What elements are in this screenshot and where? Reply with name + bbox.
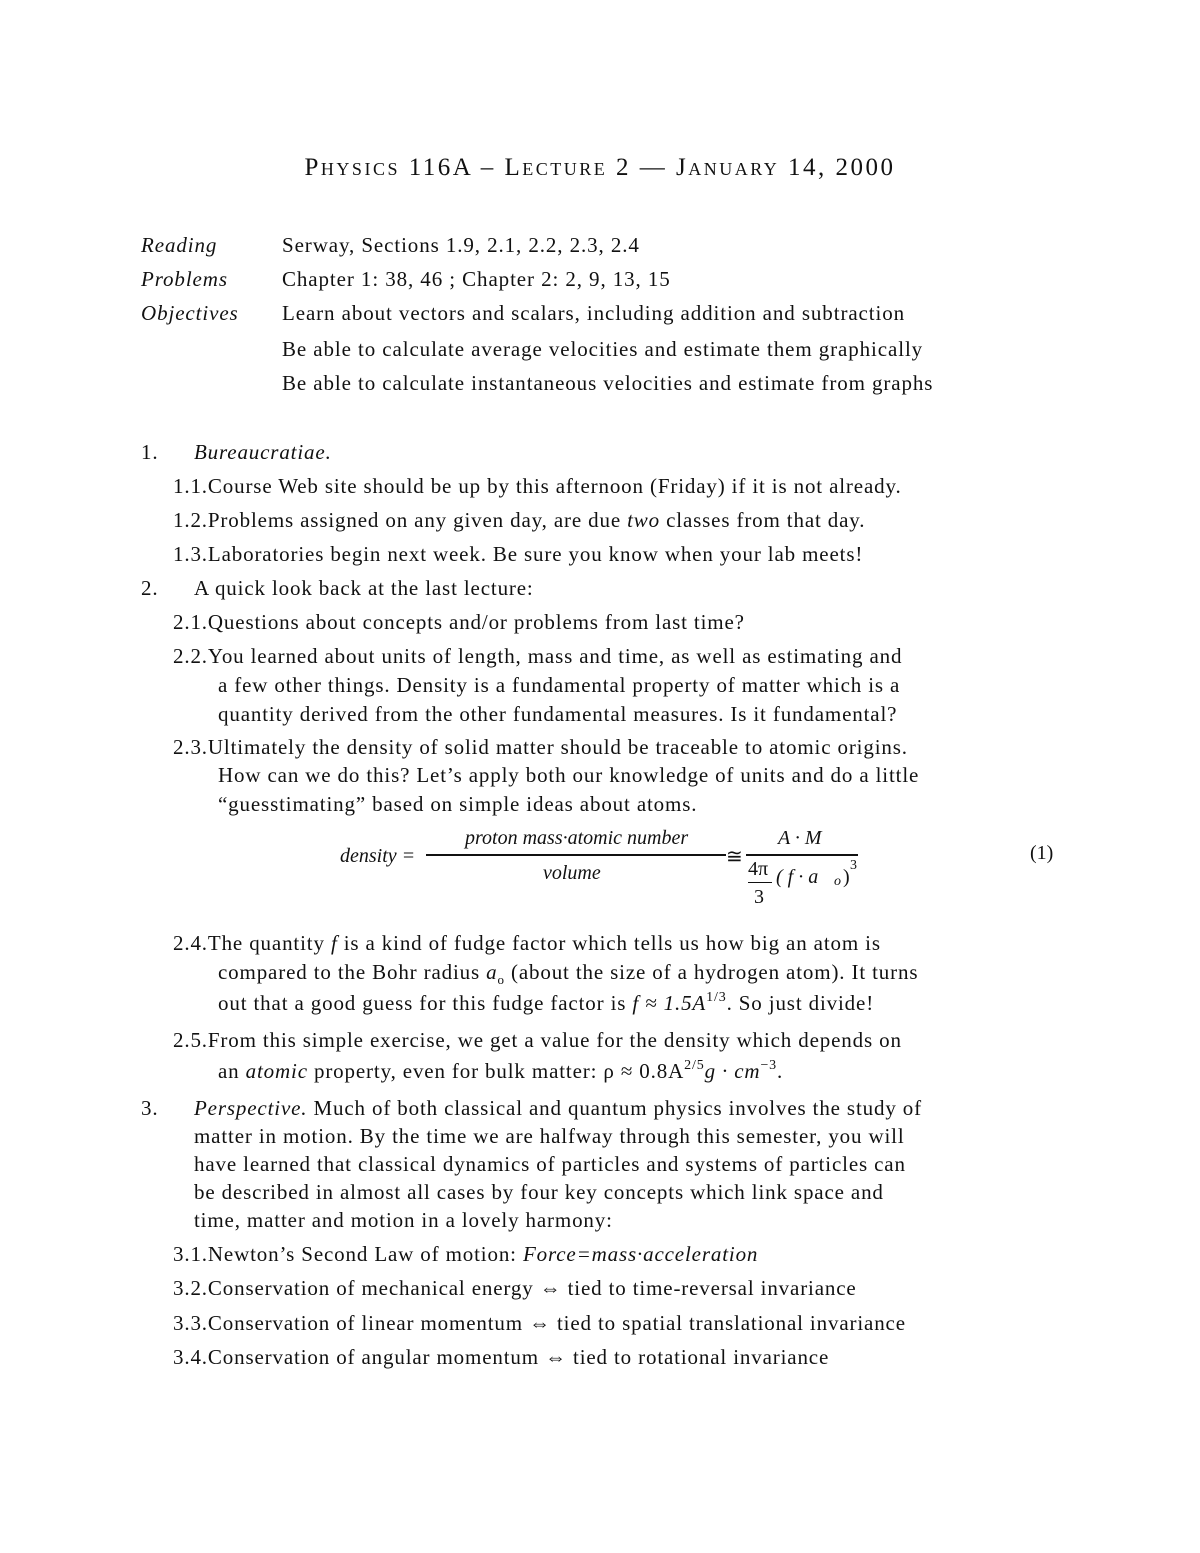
item-number: 2.2. [173, 644, 208, 668]
section-3-line-4: be described in almost all cases by four key concepts which link space and [194, 1180, 884, 1204]
density-equation [340, 820, 1060, 910]
item-2-3 [173, 735, 908, 760]
section-3-line-2: matter in motion. By the time we are halfway through this semester, you will [194, 1124, 905, 1148]
density-units: g · cm [704, 1059, 761, 1083]
three: 3 [754, 886, 764, 908]
item-emphasis: atomic [245, 1059, 308, 1083]
item-text: . [777, 1059, 784, 1083]
item-emphasis: Force=mass·acceleration [522, 1242, 759, 1266]
item-3-4 [173, 1345, 829, 1370]
item-text: is a kind of fudge factor which tells us how big an atom is [337, 931, 881, 955]
section-number: 3. [141, 1096, 159, 1120]
item-number: 1.2. [173, 508, 208, 532]
item-text: Laboratories begin next week. Be sure you know when your lab meets! [207, 542, 864, 566]
exponent: 2/5 [684, 1058, 705, 1073]
fudge-formula: f ≈ 1.5A [632, 991, 707, 1015]
item-2-3-line-3: “guesstimating” based on simple ideas about atoms. [218, 792, 698, 816]
item-text: out that a good guess for this fudge factor is [218, 991, 633, 1015]
section-text [194, 1096, 922, 1121]
item-3-2 [173, 1276, 857, 1301]
item-text: Conservation of angular momentum ⇔ tied to rotational invariance [207, 1345, 830, 1369]
equation-denominator: volume [543, 862, 601, 884]
item-2-4-line-2 [218, 960, 918, 988]
item-emphasis: two [627, 508, 661, 532]
paren-term: ( f · a [776, 866, 819, 888]
section-title: A quick look back at the last lecture: [194, 576, 534, 600]
meta-value: Be able to calculate average velocities and estimate them graphically [282, 337, 924, 361]
item-text: an [218, 1059, 246, 1083]
section-title: Bureaucratiae. [194, 440, 332, 464]
meta-value: Chapter 1: 38, 46 ; Chapter 2: 2, 9, 13, 15 [282, 267, 671, 291]
variable-a: a [486, 960, 498, 984]
section-1 [141, 440, 332, 465]
section-3-line-5: time, matter and motion in a lovely harmony: [194, 1208, 613, 1232]
density-formula: ρ ≈ 0.8A [603, 1059, 685, 1083]
small-fraction-bar [748, 882, 772, 883]
item-text: classes from that day. [660, 508, 866, 532]
exponent: −3 [760, 1058, 778, 1073]
item-2-2 [173, 644, 902, 669]
item-number: 2.4. [173, 931, 208, 955]
equation-lhs: density = [340, 845, 416, 867]
item-2-4 [173, 931, 881, 956]
item-1-3 [173, 542, 863, 567]
fraction-bar-2 [746, 854, 858, 856]
section-title: Perspective. [194, 1096, 308, 1120]
item-text: . So just divide! [726, 991, 875, 1015]
item-3-3 [173, 1311, 906, 1336]
item-text: Course Web site should be up by this afternoon (Friday) if it is not already. [207, 474, 902, 498]
meta-label: Problems [141, 267, 228, 291]
paren-close: ) [843, 866, 850, 888]
section-number: 2. [141, 576, 159, 600]
page-title: Physics 116A – Lecture 2 — January 14, 2000 [304, 154, 896, 181]
section-number: 1. [141, 440, 159, 464]
item-number: 2.3. [173, 735, 208, 759]
equation-numerator-2: A · M [778, 827, 822, 849]
variable-f: f [330, 931, 338, 955]
cube-exponent: 3 [850, 858, 857, 873]
approx-symbol: ≅ [726, 846, 743, 868]
meta-value: Serway, Sections 1.9, 2.1, 2.2, 2.3, 2.4 [282, 233, 640, 257]
item-text: Much of both classical and quantum physics involves the study of [307, 1096, 922, 1120]
equation-number: (1) [1030, 842, 1054, 864]
fraction-bar [426, 854, 726, 856]
item-number: 2.5. [173, 1028, 208, 1052]
equation-numerator: proton mass·atomic number [465, 827, 689, 849]
item-text: (about the size of a hydrogen atom). It turns [504, 960, 919, 984]
section-3-line-3: have learned that classical dynamics of particles and systems of particles can [194, 1152, 906, 1176]
meta-value: Learn about vectors and scalars, including addition and subtraction [282, 301, 906, 325]
item-number: 1.1. [173, 474, 208, 498]
item-text: Ultimately the density of solid matter should be traceable to atomic origins. [207, 735, 908, 759]
item-2-5 [173, 1028, 902, 1053]
item-1-1 [173, 474, 902, 499]
meta-value: Be able to calculate instantaneous velocities and estimate from graphs [282, 371, 934, 395]
item-number: 3.4. [173, 1345, 208, 1369]
section-2 [141, 576, 534, 601]
subscript-o: o [497, 972, 505, 988]
section-3 [141, 1096, 922, 1121]
four-pi: 4π [748, 858, 769, 880]
meta-label: Objectives [141, 301, 239, 325]
item-number: 1.3. [173, 542, 208, 566]
item-3-1 [173, 1242, 758, 1267]
item-1-2 [173, 508, 865, 533]
item-number: 3.2. [173, 1276, 208, 1300]
item-text: From this simple exercise, we get a value for the density which depends on [207, 1028, 902, 1052]
item-2-2-line-2: a few other things. Density is a fundamental property of matter which is a [218, 673, 901, 697]
item-number: 3.1. [173, 1242, 208, 1266]
item-text: The quantity [207, 931, 331, 955]
subscript-o: o [834, 874, 841, 889]
item-text: property, even for bulk matter: [307, 1059, 604, 1083]
item-2-1 [173, 610, 745, 635]
item-text: Problems assigned on any given day, are due [207, 508, 628, 532]
item-text: compared to the Bohr radius [218, 960, 487, 984]
meta-label: Reading [141, 233, 218, 257]
item-text: Conservation of mechanical energy ⇔ tied to time-reversal invariance [207, 1276, 857, 1300]
item-number: 3.3. [173, 1311, 208, 1335]
item-text: You learned about units of length, mass and time, as well as estimating and [207, 644, 903, 668]
item-number: 2.1. [173, 610, 208, 634]
item-text: Questions about concepts and/or problems from last time? [207, 610, 745, 634]
exponent: 1/3 [706, 990, 727, 1005]
item-2-2-line-3: quantity derived from the other fundamental measures. Is it fundamental? [218, 702, 898, 726]
item-text: Newton’s Second Law of motion: [207, 1242, 523, 1266]
item-text: Conservation of linear momentum ⇔ tied to spatial translational invariance [207, 1311, 906, 1335]
item-2-4-line-3 [218, 991, 874, 1016]
item-2-5-line-2 [218, 1059, 783, 1084]
item-2-3-line-2: How can we do this? Let’s apply both our knowledge of units and do a little [218, 763, 920, 787]
